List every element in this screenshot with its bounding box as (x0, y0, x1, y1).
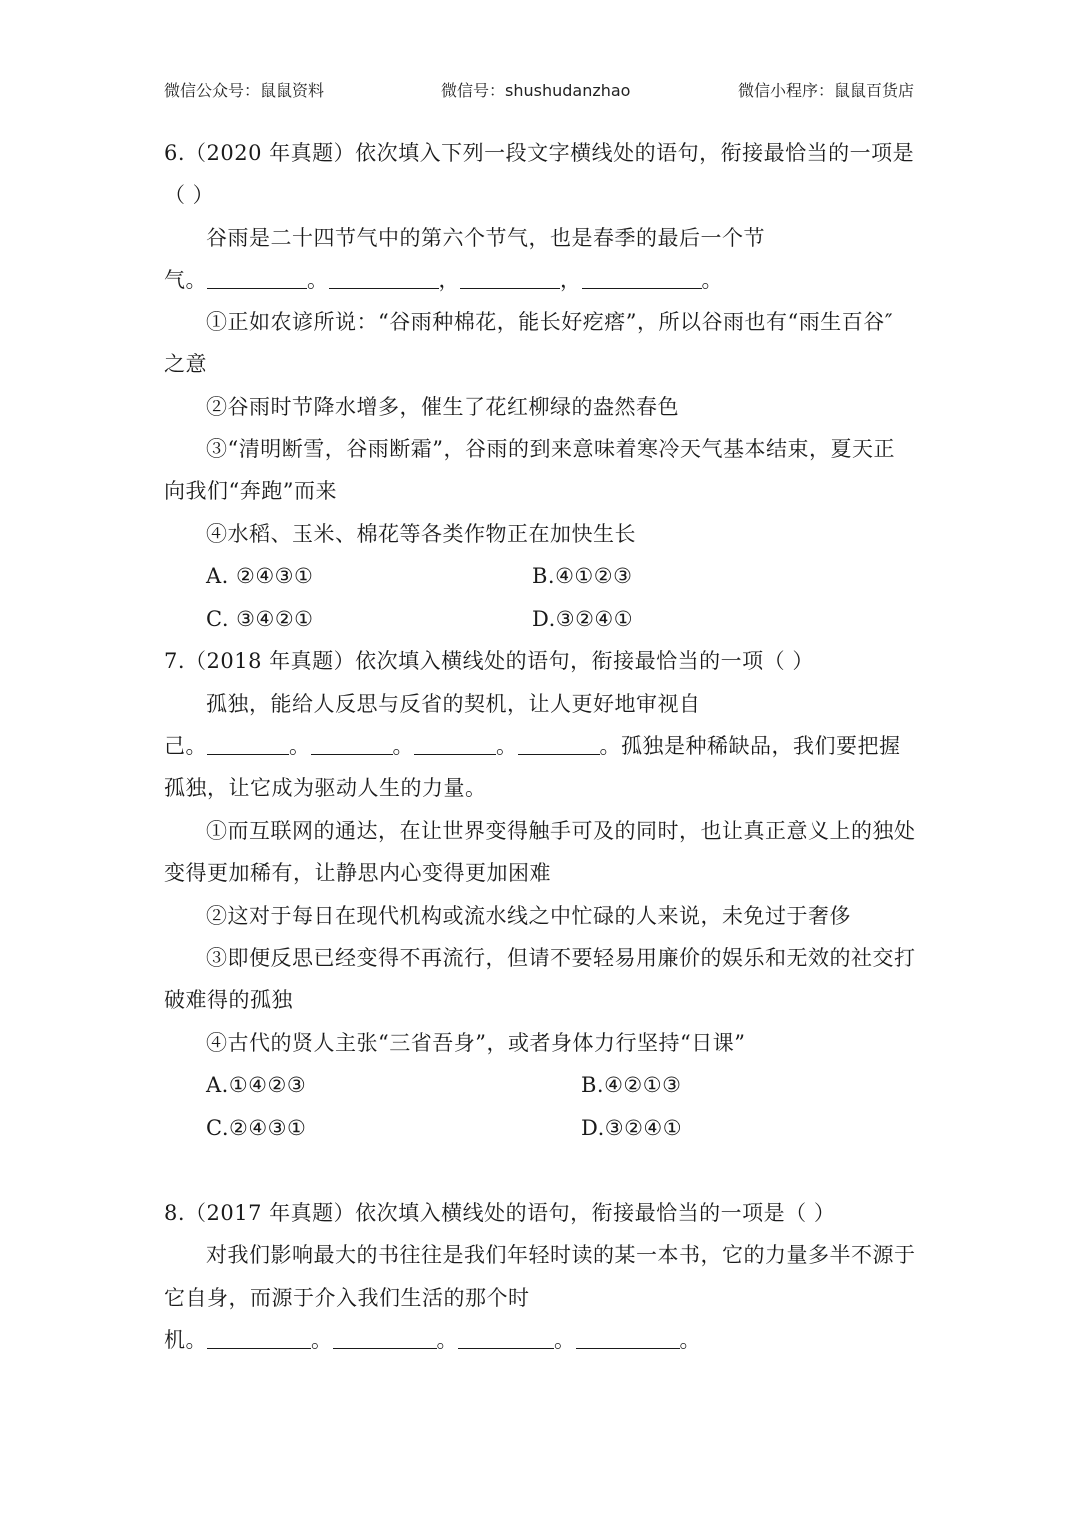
q6-passage-start: 气。 (164, 268, 207, 292)
q7-sentence-1: ①而互联网的通达，在让世界变得触手可及的同时，也让真正意义上的独处 (206, 819, 916, 843)
q8-passage-start: 机。 (164, 1328, 207, 1352)
q8-blank-2 (333, 1326, 437, 1349)
q8-sep-4: 。 (679, 1328, 701, 1352)
q6-sep-2: ， (438, 268, 460, 292)
q6-option-d[interactable]: D.③②④① (532, 607, 634, 631)
q7-stem: 7.（2018 年真题）依次填入横线处的语句，衔接最恰当的一项（ ） (164, 649, 814, 673)
q6-sentence-1: ①正如农谚所说：“谷雨种棉花，能长好疙瘩”，所以谷雨也有“雨生百谷″ (206, 310, 894, 334)
q8-blank-4 (576, 1326, 680, 1349)
q8-sep-2: 。 (436, 1328, 458, 1352)
q7-sentence-2: ②这对于每日在现代机构或流水线之中忙碌的人来说，未免过于奢侈 (206, 904, 851, 928)
q6-option-b[interactable]: B.④①②③ (532, 564, 633, 588)
q7-option-b[interactable]: B.④②①③ (581, 1073, 682, 1097)
q8-sep-3: 。 (554, 1328, 576, 1352)
q6-blank-2 (329, 266, 439, 289)
q8-passage-line-3 (164, 1326, 701, 1354)
q8-stem: 8.（2017 年真题）依次填入横线处的语句，衔接最恰当的一项是（ ） (164, 1201, 836, 1225)
q6-sentence-4: ④水稻、玉米、棉花等各类作物正在加快生长 (206, 522, 636, 546)
q6-option-c[interactable]: C. ③④②① (206, 607, 314, 631)
q7-blank-3 (414, 732, 496, 755)
q7-option-a[interactable]: A.①④②③ (206, 1073, 307, 1097)
q7-blank-2 (311, 732, 393, 755)
q6-sentence-3-cont: 向我们“奔跑”而来 (164, 479, 337, 503)
q6-sentence-3: ③“清明断雪，谷雨断霜”，谷雨的到来意味着寒冷天气基本结束，夏天正 (206, 437, 895, 461)
q7-sentence-1-cont: 变得更加稀有，让静思内心变得更加困难 (164, 861, 551, 885)
header-wechat-id: 微信号：shushudanzhao (441, 81, 631, 100)
q8-sep-1: 。 (311, 1328, 333, 1352)
q7-sep-3: 。 (496, 734, 518, 758)
header-wechat-account: 微信公众号：鼠鼠资料 (164, 81, 325, 100)
q6-sentence-2: ②谷雨时节降水增多，催生了花红柳绿的盎然春色 (206, 395, 679, 419)
q7-passage-line-3: 孤独，让它成为驱动人生的力量。 (164, 776, 487, 800)
q6-blank-3 (460, 266, 560, 289)
q7-passage-line-1: 孤独，能给人反思与反省的契机，让人更好地审视自 (206, 692, 701, 716)
q6-sep-4: 。 (701, 268, 723, 292)
q8-passage-line-2: 它自身，而源于介入我们生活的那个时 (164, 1286, 530, 1310)
q6-answer-paren: （ ） (164, 183, 215, 207)
q6-passage-line-1: 谷雨是二十四节气中的第六个节气，也是春季的最后一个节 (206, 226, 765, 250)
q6-option-a[interactable]: A. ②④③① (206, 564, 314, 588)
q6-sep-3: ， (560, 268, 582, 292)
q7-passage-end: 。孤独是种稀缺品，我们要把握 (599, 734, 901, 758)
q6-blank-1 (207, 266, 307, 289)
q8-passage-line-1: 对我们影响最大的书往往是我们年轻时读的某一本书，它的力量多半不源于 (206, 1243, 916, 1267)
q6-sep-1: 。 (307, 268, 329, 292)
q6-sentence-1-cont: 之意 (164, 352, 207, 376)
header-mini-program: 微信小程序：鼠鼠百货店 (738, 81, 915, 100)
q8-blank-1 (207, 1326, 311, 1349)
q7-passage-line-2 (164, 732, 901, 760)
q7-sentence-4: ④古代的贤人主张“三省吾身”，或者身体力行坚持“日课” (206, 1031, 746, 1055)
page-header (0, 0, 1080, 120)
q7-sep-1: 。 (289, 734, 311, 758)
q7-passage-start: 己。 (164, 734, 207, 758)
q7-option-d[interactable]: D.③②④① (581, 1116, 683, 1140)
q7-sentence-3-cont: 破难得的孤独 (164, 988, 293, 1012)
q7-sep-2: 。 (392, 734, 414, 758)
q7-blank-4 (518, 732, 600, 755)
q6-blank-4 (582, 266, 702, 289)
q7-sentence-3: ③即便反思已经变得不再流行，但请不要轻易用廉价的娱乐和无效的社交打 (206, 946, 916, 970)
q8-blank-3 (458, 1326, 554, 1349)
q7-option-c[interactable]: C.②④③① (206, 1116, 307, 1140)
q7-blank-1 (207, 732, 289, 755)
q6-passage-line-2 (164, 266, 723, 294)
q6-stem: 6.（2020 年真题）依次填入下列一段文字横线处的语句，衔接最恰当的一项是 (164, 141, 915, 165)
